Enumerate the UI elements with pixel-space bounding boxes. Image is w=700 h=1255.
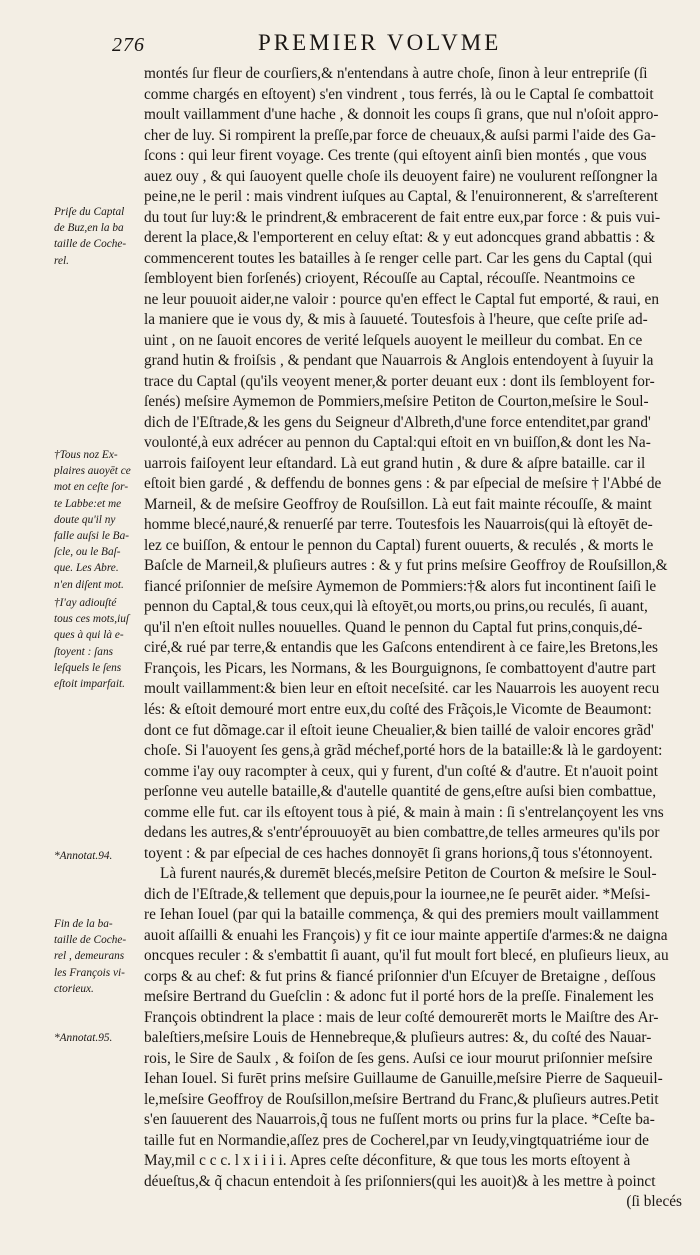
text-line: montés ſur fleur de courſiers,& n'entendans à autre choſe, ſinon à leur entrepriſe (ſi — [144, 65, 648, 82]
text-line: Baſcle de Marneil,& pluſieurs autres : & y fut prins meſsire Geoffroy de Rouſsillon,& — [144, 557, 668, 575]
text-line: François obtindrent la place : mais de leur coſté demourerēt morts le Maiſtre des Ar- — [144, 1008, 659, 1026]
text-line: baleſtiers,meſsire Louis de Hennebreque,& pluſieurs autres: &, du coſté des Nauar- — [144, 1029, 652, 1047]
text-line: eſtoit bien gardé , & deffendu de bonnes gens : & par eſpecial de meſsire † l'Abbé de — [144, 475, 662, 493]
text-line: cher de luy. Si rompirent la preſſe,par force de cheuaux,& auſsi parmi l'aide des Ga- — [144, 126, 656, 144]
text-line: ciré,& rué par terre,& entandis que les Gaſcons entendirent à ce faire,les Bretons,les — [144, 639, 658, 657]
margin-note-line: Fin de la ba- — [54, 918, 113, 930]
text-line: dont ce fut dõmage.car il eſtoit ieune Cheualier,& bien taillé de valoir encores grãd' — [144, 721, 654, 739]
text-line: lés: & eſtoit demouré mort entre eux,du coſté des Frãçois,le Vicomte de Beaumont: — [144, 700, 652, 718]
text-line: re Iehan Iouel (par qui la bataille commença, & qui des premiers moult vaillamment — [144, 906, 659, 924]
text-line: perſonne veu autelle bataille,& d'autelle quantité de gens,eſtre auſsi bien combattue, — [144, 783, 657, 801]
body-text — [144, 64, 682, 1213]
margin-note-line: rel , demeurans — [54, 950, 125, 963]
text-line: corps & au chef: & fut prins & fiancé priſonnier d'un Eſcuyer de Bretaigne , deſſous — [144, 967, 656, 985]
margin-note-line: eſtoit imparfait. — [54, 678, 125, 691]
page-header — [0, 30, 700, 64]
margin-note-annotat-94 — [54, 848, 142, 864]
text-line: trace du Captal (qu'ils veoyent mener,& porter deuant eux : dont ils ſembloyent for- — [144, 372, 655, 390]
margin-note-line: †Tous noz Ex- — [54, 449, 118, 461]
text-line: qu'il n'en eſtoit nulles nouuelles. Quand le pennon du Captal fut prins,conquis,dé- — [144, 618, 643, 636]
text-line: pennon du Captal,& tous ceux,qui là eſtoyēt,ou morts,ou prins,ou reculés, ſi auant, — [144, 598, 648, 616]
text-line: May,mil c c c. l x i i i i. Apres ceſte déconfiture, & que tous les morts eſtoyent à — [144, 1152, 631, 1170]
margin-note-line: te Labbe:et me — [54, 497, 122, 510]
text-line: toyent : & par eſpecial de ces haches donnoyēt ſi grans horions,q̃ tous s'étonnoyent. — [144, 844, 653, 862]
text-line: derent la place,& l'emporterent en celuy eſtat: & y eut adoncques grand abbattis : & — [144, 229, 656, 247]
text-line: fiancé priſonnier de meſsire Aymemon de Pommiers:†& alors fut incontinent ſaiſi le — [144, 577, 657, 595]
text-line: ſembloyent bien forſenés) crioyent, Récouſſe au Captal, récouſſe. Neantmoins ce — [144, 270, 636, 288]
text-line: voulonté,à eux adrécer au pennon du Captal:qui eſtoit en vn buiſſon,& dont les Na- — [144, 434, 651, 452]
text-line: François, les Picars, les Normans, & les Bourguignons, ſe combattoyent d'autre part — [144, 659, 656, 677]
text-line: ſenés) meſsire Aymemon de Pommiers,meſsire Petiton de Courton,meſsire le Soul- — [144, 393, 649, 411]
text-line: dich de l'Eſtrade,& tellement que depuis,pour la iournee,ne ſe peurēt aider. *Meſsi- — [144, 885, 651, 903]
text-line: comme chargés en eſtoyent) s'en vindrent , tous ferrés, là ou le Captal ſe combattoit — [144, 85, 654, 103]
margin-note-line: leſquels le ſens — [54, 661, 122, 674]
text-line: lez ce buiſſon, & entour le pennon du Captal) furent ouuerts, & reculés , & morts le — [144, 536, 654, 554]
text-line: oncques reculer : & s'embattit ſi auant, qu'il fut moult fort blecé, en pluſieurs lieux, au — [144, 947, 669, 965]
margin-note-added-words — [54, 595, 142, 692]
text-line: rois, le Sire de Saulx , & foiſon de ſes gens. Auſsi ce iour mourut priſonnier meſsire — [144, 1049, 653, 1067]
text-line: homme blecé,nauré,& renuerſé par terre. Toutesfois les Nauarrois(qui là eſtoyēt de- — [144, 516, 653, 534]
margin-note-line: rel. — [54, 254, 69, 267]
margin-note-line: falle auſsi le Ba- — [54, 530, 129, 543]
margin-note-line: mot en ceſte ſor- — [54, 481, 129, 494]
margin-note-line: taille de Coche- — [54, 934, 127, 947]
margin-note-capture-captal — [54, 204, 142, 269]
text-line: comme elle fut. car ils eſtoyent tous à pié, & main à main : ſi s'entrelançoyent les vns — [144, 803, 664, 821]
margin-note-line: doute qu'il ny — [54, 513, 116, 526]
text-line: s'en ſauuerent des Nauarrois,q̃ tous ne fuſſent morts ou prins fur la place. *Ceſte ba- — [144, 1111, 655, 1129]
text-line: déueſtus,& q̃ chacun entendoit à ſes priſonniers(qui les auoit)& à les mettre à poinct — [144, 1172, 656, 1190]
page-number: 276 — [112, 34, 145, 56]
text-line: meſsire Bertrand du Gueſclin : & adonc fut il porté hors de la preſſe. Finalement les — [144, 988, 654, 1006]
text-line: du tout ſur luy:& le prindrent,& embracerent de fait entre eux,par force : & puis vui- — [144, 208, 661, 226]
margin-note-line: ſcle, ou le Baſ- — [54, 546, 121, 559]
text-line: commencerent toutes les batailles à ſe renger celle part. Car les gens du Captal (qui — [144, 249, 653, 267]
text-line: ne leur pouuoit aider,ne valoir : pource qu'en effect le Captal fut emporté, & raui, en — [144, 290, 659, 308]
text-line: uarrois faiſoyent leur eſtandard. Là eut grand hutin , & dure & aſpre bataille. car il — [144, 454, 646, 472]
text-line: la maniere que ie vous dy, & mis à ſauueté. Toutesfois à l'heure, que ceſte priſe ad- — [144, 311, 648, 329]
text-line: grand hutin & froiſsis , & pendant que Nauarrois & Anglois entendoyent à ſuyuir la — [144, 352, 654, 370]
running-title: PREMIER VOLVME — [258, 30, 502, 55]
text-line: dich de l'Eſtrade,& les gens du Seigneur d'Albreth,d'une force entenditet,par grand' — [144, 413, 651, 431]
text-line: Iehan Iouel. Si furēt prins meſsire Guillaume de Ganuille,meſsire Pierre de Saqueuil- — [144, 1070, 663, 1088]
text-line: (ſi blecés — [626, 1193, 682, 1211]
text-line: le,meſsire Geoffroy de Rouſsillon,meſsire Bertrand du Franc,& pluſieurs autres.Petit — [144, 1090, 659, 1108]
text-line: moult vaillamment d'une hache , & donnoit les coups ſi grans, que nul n'oſoit appro- — [144, 106, 659, 124]
margin-note-line: *Annotat.94. — [54, 850, 113, 862]
margin-note-line: ques à qui là e- — [54, 629, 124, 642]
text-line: Marneil, & de meſsire Geoffroy de Rouſsillon. Là eut fait mainte récouſſe, & maint — [144, 495, 652, 513]
text-line: ſcons : qui leur firent voyage. Ces trente (qui eſtoyent ainſi bien montés , que vous — [144, 147, 647, 165]
margin-note-line: n'en diſent mot. — [54, 578, 124, 591]
margin-note-line: que. Les Abre. — [54, 562, 119, 575]
text-line: choſe. Si l'auoyent ſes gens,à grãd méchef,porté hors de la bataille:& là le gardoyent: — [144, 742, 663, 760]
margin-note-line: †I'ay adiouſté — [54, 597, 117, 609]
text-line: auoit aſſailli & enuahi les François) y fit ce iour mainte appertiſe d'armes:& ne daigna — [144, 926, 668, 944]
text-line: dedans les autres,& s'entr'éprouuoyēt au bien combattre,de telles armeures qu'ils por — [144, 824, 660, 842]
margin-note-line: ctorieux. — [54, 982, 94, 995]
text-line: comme i'ay ouy racompter à ceux, qui y furent, d'un coſté & d'autre. Et n'auoit point — [144, 762, 658, 780]
margin-note-line: de Buz,en la ba — [54, 222, 124, 235]
margin-note-line: Priſe du Captal — [54, 206, 125, 218]
margin-note-annotat-95 — [54, 1030, 142, 1046]
margin-note-labbe — [54, 447, 142, 593]
margin-note-line: taille de Coche- — [54, 238, 127, 251]
text-line: taille fut en Normandie,aſſez pres de Cocherel,par vn Ieudy,vingtquatriéme iour de — [144, 1131, 649, 1149]
margin-note-line: tous ces mots,iuſ — [54, 613, 129, 626]
margin-note-end-of-battle — [54, 916, 142, 997]
margin-note-line: *Annotat.95. — [54, 1032, 113, 1044]
margin-note-line: plaires auoyēt ce — [54, 465, 131, 478]
text-line: uint , on ne ſauoit encores de verité leſquels auoyent le meilleur du combat. En ce — [144, 331, 643, 349]
text-line: Là furent naurés,& duremēt blecés,meſsire Petiton de Courton & meſsire le Soul- — [160, 865, 657, 883]
text-line: moult vaillamment:& bien leur en eſtoit neceſsité. car les Nauarrois les auoyent recu — [144, 680, 660, 698]
text-line: auez ouy , & qui ſauoyent quelle choſe ils deuoyent faire) ne voulurent reſſongner la — [144, 167, 658, 185]
margin-note-line: les François vi- — [54, 966, 125, 979]
margin-note-line: ſtoyent : ſans — [54, 645, 113, 658]
text-line: peine,ne le peril : mais vindrent iuſques au Captal, & l'enuironnerent, & s'arreſterent — [144, 188, 658, 206]
